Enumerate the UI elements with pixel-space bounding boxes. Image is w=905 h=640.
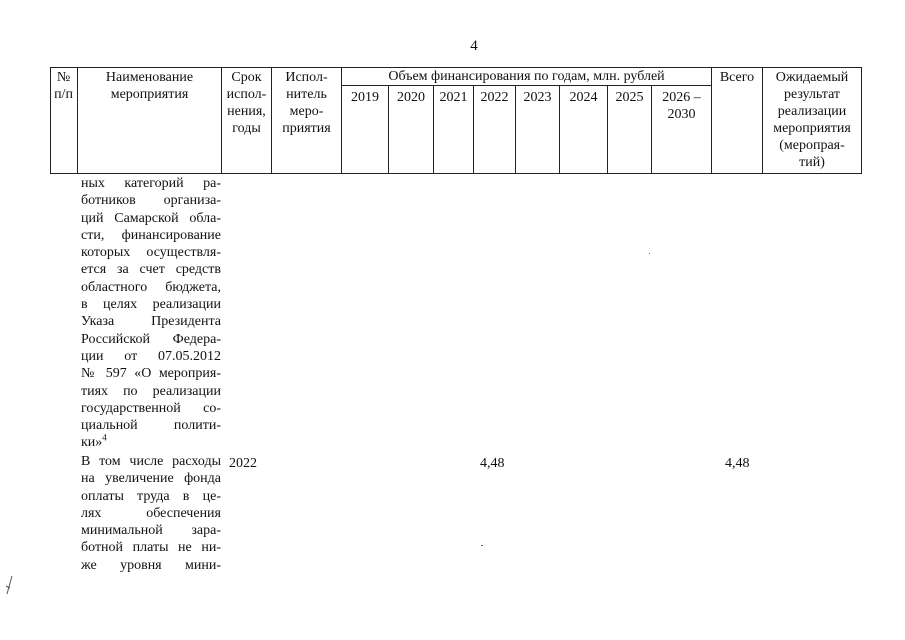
header-total: Всего	[719, 70, 755, 85]
year-2019: 2019	[351, 90, 379, 105]
table-header	[50, 67, 862, 174]
scan-speck	[481, 545, 483, 546]
header-funding-title: Объем финансирования по годам, млн. рублей	[388, 69, 665, 84]
header-name: Наименование мероприятия	[105, 70, 194, 102]
year-2022: 2022	[480, 90, 509, 105]
row2-total: 4,48	[725, 456, 750, 471]
header-result: Ожидаемый результат реализации мероприятия (меропрая- тий)	[773, 70, 851, 170]
row2-name: В том числе расходы на увеличение фонда оплаты труда в це- лях обеспечения минимальной зара- ботной платы не ни- же уровня мини-	[81, 454, 221, 573]
page-number: 4	[470, 38, 478, 54]
year-2024: 2024	[569, 90, 598, 105]
year-2025: 2025	[615, 90, 644, 105]
header-number: № п/п	[54, 70, 73, 102]
row2-term: 2022	[229, 456, 257, 471]
row2-value-2022: 4,48	[480, 456, 505, 471]
year-2021: 2021	[439, 90, 468, 105]
header-term: Срок испол- нения, годы	[226, 70, 267, 136]
row1-name: ных категорий ра- ботников организа- ций Самарской обла- сти, финансирование которых осуществля- ется за счет средств областного бюджета, в целях реализации Указа Президента Российской Федера- ции от 07.05.2012 № 597 «О мероприя- тиях по реализации государственной со- циальной полити- ки»$^4$	[81, 176, 221, 451]
footnote-marker: 4	[102, 432, 107, 443]
scan-margin-mark	[4, 574, 14, 598]
year-2020: 2020	[397, 90, 425, 105]
scan-speck	[649, 253, 650, 254]
year-2023: 2023	[523, 90, 552, 105]
year-2026-2030: 2026 – 2030	[662, 90, 701, 122]
header-executor: Испол- нитель меро- приятия	[282, 70, 331, 136]
